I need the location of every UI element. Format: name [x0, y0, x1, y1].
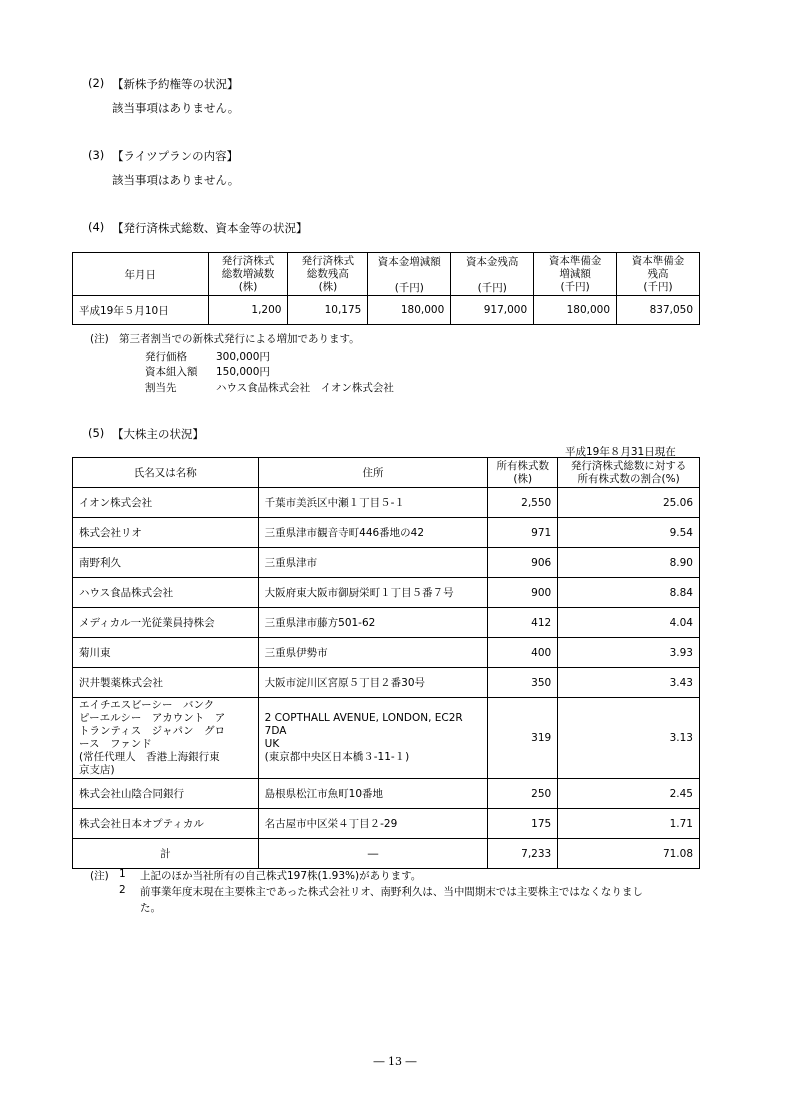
- cell-name: 南野利久: [73, 548, 259, 578]
- cell-address: 島根県松江市魚町10番地: [258, 779, 488, 809]
- note-number: 2: [119, 884, 126, 896]
- cell-name: 株式会社日本オプティカル: [73, 809, 259, 839]
- table-row: [73, 638, 700, 668]
- section4-title: 【発行済株式総数、資本金等の状況】: [112, 221, 308, 235]
- cell-address: 三重県津市藤方501-62: [258, 608, 488, 638]
- cell-ratio: 2.45: [558, 779, 700, 809]
- cell-name: 菊川東: [73, 638, 259, 668]
- section2-number: (2): [88, 76, 105, 90]
- cell-address: 2 COPTHALL AVENUE, LONDON, EC2R 7DA UK (東京都中央区日本橋３-11-１): [258, 698, 488, 779]
- section3-number: (3): [88, 148, 105, 162]
- detail-value: 300,000円: [216, 351, 270, 363]
- detail-label: 割当先: [145, 382, 177, 394]
- cell-name: 株式会社リオ: [73, 518, 259, 548]
- cell-shares: 412: [488, 608, 558, 638]
- cell-shares-balance: 10,175: [288, 296, 368, 325]
- cell-ratio: 8.90: [558, 548, 700, 578]
- cell-shares: 250: [488, 779, 558, 809]
- cell-name: ハウス食品株式会社: [73, 578, 259, 608]
- table-row: [73, 779, 700, 809]
- cell-shares: 350: [488, 668, 558, 698]
- cell-capital-balance: 917,000: [451, 296, 534, 325]
- cell-shares: 319: [488, 698, 558, 779]
- cell-address: 大阪市淀川区宮原５丁目２番30号: [258, 668, 488, 698]
- table-row: [73, 698, 700, 779]
- cell-shares: 2,550: [488, 488, 558, 518]
- header-capital-change: 資本金増減額 (千円): [368, 253, 451, 296]
- cell-reserve-change: 180,000: [534, 296, 617, 325]
- detail-value: 150,000円: [216, 366, 270, 378]
- cell-shares: 175: [488, 809, 558, 839]
- capital-table: [72, 252, 700, 325]
- cell-name: エイチエスビーシー バンク ピーエルシー アカウント ア トランティス ジャパン グロ ース ファンド (常任代理人 香港上海銀行東 京支店): [73, 698, 259, 779]
- detail-label: 資本組入額: [145, 366, 198, 378]
- cell-name: 株式会社山陰合同銀行: [73, 779, 259, 809]
- header-shares-balance: 発行済株式 総数残高 (株): [288, 253, 368, 296]
- section3-body: 該当事項はありません。: [112, 173, 240, 187]
- header-name: 氏名又は名称: [73, 458, 259, 488]
- header-shares-change: 発行済株式 総数増減数 (株): [208, 253, 288, 296]
- as-of-date: 平成19年８月31日現在: [565, 446, 676, 458]
- cell-shares: 900: [488, 578, 558, 608]
- section4-note-label: (注): [90, 333, 109, 345]
- section2-title: 【新株予約権等の状況】: [112, 77, 239, 91]
- cell-total-shares: 7,233: [488, 839, 558, 869]
- section5-title: 【大株主の状況】: [112, 427, 204, 441]
- total-row: [73, 839, 700, 869]
- cell-ratio: 8.84: [558, 578, 700, 608]
- note-text-continued: た。: [140, 902, 161, 914]
- header-capital-balance: 資本金残高 (千円): [451, 253, 534, 296]
- section5-number: (5): [88, 426, 105, 440]
- cell-capital-change: 180,000: [368, 296, 451, 325]
- header-ratio: 発行済株式総数に対する 所有株式数の割合(%): [558, 458, 700, 488]
- cell-address: 三重県津市観音寺町446番地の42: [258, 518, 488, 548]
- note-number: 1: [119, 868, 126, 880]
- table-row: [73, 518, 700, 548]
- detail-value: ハウス食品株式会社 イオン株式会社: [216, 382, 394, 394]
- cell-address: 三重県伊勢市: [258, 638, 488, 668]
- table-row: [73, 488, 700, 518]
- cell-total-label: 計: [73, 839, 259, 869]
- cell-address: 大阪府東大阪市御厨栄町１丁目５番７号: [258, 578, 488, 608]
- header-date: 年月日: [73, 253, 209, 296]
- cell-ratio: 1.71: [558, 809, 700, 839]
- header-shares: 所有株式数 (株): [488, 458, 558, 488]
- cell-name: イオン株式会社: [73, 488, 259, 518]
- detail-label: 発行価格: [145, 351, 187, 363]
- cell-shares: 906: [488, 548, 558, 578]
- cell-shares: 400: [488, 638, 558, 668]
- cell-ratio: 9.54: [558, 518, 700, 548]
- section2-body: 該当事項はありません。: [112, 101, 240, 115]
- header-reserve-balance: 資本準備金 残高 (千円): [617, 253, 700, 296]
- cell-address: 千葉市美浜区中瀬１丁目５-１: [258, 488, 488, 518]
- cell-total-address: ―: [258, 839, 488, 869]
- page-number: ― 13 ―: [373, 1055, 417, 1068]
- table-row: [73, 668, 700, 698]
- header-address: 住所: [258, 458, 488, 488]
- section4-number: (4): [88, 220, 105, 234]
- cell-ratio: 4.04: [558, 608, 700, 638]
- cell-ratio: 3.43: [558, 668, 700, 698]
- cell-shares: 971: [488, 518, 558, 548]
- cell-address: 名古屋市中区栄４丁目２-29: [258, 809, 488, 839]
- table-row: [73, 608, 700, 638]
- cell-date: 平成19年５月10日: [73, 296, 209, 325]
- cell-address: 三重県津市: [258, 548, 488, 578]
- cell-shares-change: 1,200: [208, 296, 288, 325]
- table-row: [73, 548, 700, 578]
- header-reserve-change: 資本準備金 増減額 (千円): [534, 253, 617, 296]
- section4-note-text: 第三者割当での新株式発行による増加であります。: [119, 333, 360, 345]
- note-text: 前事業年度末現在主要株主であった株式会社リオ、南野利久は、当中間期末では主要株主ではなくなりまし: [140, 886, 643, 898]
- section3-title: 【ライツプランの内容】: [112, 149, 239, 163]
- table-row: [73, 809, 700, 839]
- cell-name: 沢井製薬株式会社: [73, 668, 259, 698]
- cell-total-ratio: 71.08: [558, 839, 700, 869]
- shareholders-table: [72, 457, 700, 869]
- shareholders-table-header: [73, 458, 700, 488]
- note-text: 上記のほか当社所有の自己株式197株(1.93%)があります。: [140, 870, 422, 882]
- cell-ratio: 3.93: [558, 638, 700, 668]
- cell-ratio: 25.06: [558, 488, 700, 518]
- table-row: [73, 578, 700, 608]
- section5-note-label: (注): [90, 870, 109, 882]
- table-row: [73, 296, 700, 325]
- cell-name: メディカル一光従業員持株会: [73, 608, 259, 638]
- cell-reserve-balance: 837,050: [617, 296, 700, 325]
- cell-ratio: 3.13: [558, 698, 700, 779]
- capital-table-header: [73, 253, 700, 296]
